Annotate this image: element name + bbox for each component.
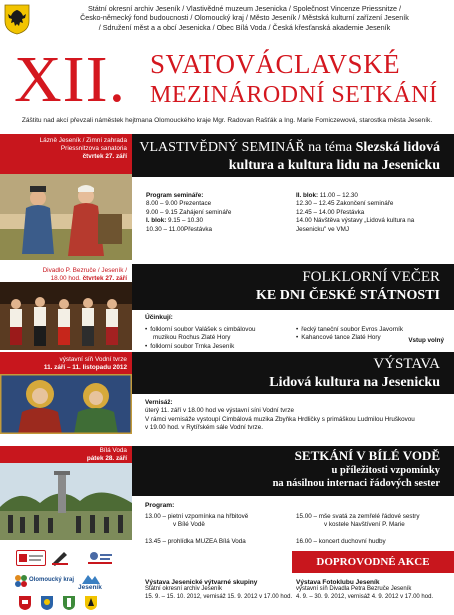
- bila-voda-banner-line-3: na násilnou internaci řádových sester: [272, 478, 440, 489]
- edition-number: XII.: [14, 43, 127, 116]
- performer-item: • Kahancové tance Zlaté Hory: [296, 334, 446, 342]
- olomoucky-kraj-icon: [14, 574, 28, 588]
- folk-time: 18.00 hod.: [50, 275, 81, 283]
- accompanying-events-banner: DOPROVODNÉ AKCE: [292, 551, 454, 573]
- coat-of-arms-logo-4: [84, 595, 98, 611]
- organizers-line-3: / Sdružení měst a a obcí Jesenicka / Obec Bílá Voda / Česká křesťanská akademie Jeseník: [98, 22, 391, 32]
- header: [0, 0, 454, 44]
- bila-voda-program-left: [145, 513, 293, 546]
- block-1-time: 9.15 – 10.30: [166, 217, 204, 225]
- exhibition-date: 11. září – 11. listopadu 2012: [43, 364, 127, 372]
- olomoucky-kraj-logo: [14, 574, 75, 588]
- exhibition-art-group: [145, 579, 293, 601]
- vernissage-info: [145, 399, 445, 433]
- bila-voda-venue-box: [0, 446, 132, 463]
- program-item: 12.45 – 14.00 Přestávka: [296, 208, 365, 216]
- seminar-banner-title: VLASTIVĚDNÝ SEMINÁŘ: [139, 140, 305, 155]
- exhibition-banner-title: VÝSTAVA: [373, 356, 440, 372]
- vernissage-heading: Vernisáž:: [145, 399, 173, 406]
- bila-voda-banner: [132, 446, 454, 496]
- seminar-venue-line-1: Lázně Jeseník / Zimní zahrada: [39, 137, 127, 144]
- performer-item: • folklorní soubor Valášek s cimbálovou: [145, 326, 295, 334]
- exhibition-photo-club-venue: výstavní síň Divadla Petra Bezruče Jeseník: [296, 586, 412, 593]
- program-item: 10.30 – 11.00Přestávka: [146, 225, 213, 233]
- section-bila-voda: [0, 446, 454, 545]
- exhibition-venue: výstavní síň Vodní tvrze: [59, 356, 127, 363]
- seminar-program-heading: Program semináře:: [146, 192, 204, 199]
- exhibition-banner: [132, 352, 454, 394]
- exhibition-art-group-venue: Státní okresní archiv Jeseník: [145, 586, 223, 593]
- seminar-banner-topic-1: Slezská lidová: [355, 140, 440, 155]
- folk-banner-subtitle: KE DNI ČESKÉ STÁTNOSTI: [255, 288, 440, 303]
- bila-voda-program-right: [296, 513, 446, 546]
- program-item: 15.00 – mše svatá za zemřelé řádové sestry: [296, 513, 420, 520]
- bila-voda-date: pátek 28. září: [86, 455, 127, 463]
- sponsor-logo-pen: [50, 550, 70, 566]
- block-1-label: I. blok:: [146, 217, 167, 225]
- program-item: 16.00 – koncert duchovní hudby: [296, 537, 386, 545]
- exhibition-banner-subtitle: Lidová kultura na Jesenicku: [269, 375, 440, 390]
- entry-free: Vstup volný: [408, 337, 444, 344]
- exhibition-photo-club-dates: 4. 9. – 30. 9. 2012, vernisáž 4. 9. 2012 v 17.00 hod.: [296, 593, 434, 600]
- block-2-time: 11.00 – 12.30: [318, 192, 358, 199]
- seminar-banner-connector: na téma: [304, 140, 356, 155]
- exhibition-venue-box: [0, 352, 132, 374]
- program-item: 13.00 – pietní vzpomínka na hřbitově: [145, 513, 249, 520]
- sponsor-logo-pilgrim: [86, 550, 114, 568]
- exhibition-art-group-dates: 15. 9. – 15. 10. 2012, vernisáž 15. 9. 2012 v 17.00 hod.: [145, 593, 293, 600]
- exhibition-photo-club: [296, 579, 452, 601]
- performer-item: • řecký taneční soubor Evros Javorník: [296, 326, 446, 334]
- block-2-label: II. blok:: [296, 192, 319, 199]
- bila-voda-banner-line-2: u příležitosti vzpomínky: [331, 465, 440, 476]
- program-item: 9.00 – 9.15 Zahájení semináře: [146, 208, 232, 216]
- program-item: 14.00 Návštěva výstavy „Lidová kultura na: [296, 217, 415, 225]
- seminar-program-left: [146, 192, 296, 234]
- sponsor-logos: [0, 548, 132, 615]
- seminar-banner-topic-2: kultura a kultura lidu na Jesenicku: [228, 158, 440, 173]
- eagle-coat-of-arms-icon: [3, 3, 31, 35]
- jesenik-label: Jeseník: [78, 584, 102, 591]
- seminar-program-right: [296, 192, 446, 234]
- vernissage-line: úterý 11. září v 18.00 hod ve výstavní síni Vodní tvrze: [145, 407, 294, 415]
- event-title: [0, 43, 454, 116]
- vernissage-line: V rámci vernisáže vystoupí Cimbálová muzika Zbyňka Hrdličky s primáškou Ludmilou Hruškovou: [145, 415, 415, 423]
- folk-venue-box: [0, 264, 132, 282]
- seminar-banner: [132, 134, 454, 177]
- performer-item: • folklorní soubor Trnka Jeseník: [145, 343, 295, 351]
- organizers-line-2: Česko-německý fond budoucnosti / Olomoucký kraj / Město Jeseník / Městská kulturní zařízení Jeseník: [80, 13, 409, 23]
- folk-photo: [0, 282, 132, 350]
- program-item-cont: v Bílé Vodě: [173, 521, 205, 529]
- seminar-venue-box: [0, 134, 132, 174]
- jesenik-mountains-icon: [82, 572, 100, 584]
- section-exhibition: [0, 352, 454, 434]
- performer-item-cont: muzikou Rochus Zlaté Hory: [153, 334, 231, 342]
- jesenik-logo: [74, 572, 114, 592]
- performers-heading: Účinkují:: [145, 314, 173, 321]
- exhibition-photo-club-title: Výstava Fotoklubu Jeseník: [296, 579, 380, 586]
- coat-of-arms-logo-1: [18, 595, 32, 611]
- seminar-venue-line-2: Priessnitzova sanatoria: [60, 145, 127, 153]
- section-seminar: [0, 134, 454, 260]
- program-item: 13.45 – prohlídka MUZEA Bílá Voda: [145, 537, 246, 545]
- folk-banner-title: FOLKLORNÍ VEČER: [302, 269, 440, 285]
- footer: [0, 548, 454, 615]
- bila-voda-photo: [0, 463, 132, 540]
- title-line-2: MEZINÁRODNÍ SETKÁNÍ: [150, 82, 438, 108]
- folk-venue: Divadlo P. Bezruče / Jeseník /: [42, 267, 127, 274]
- exhibition-art-group-title: Výstava Jesenické výtvarné skupiny: [145, 579, 258, 586]
- section-folk-evening: [0, 264, 454, 350]
- coat-of-arms-logo-2: [40, 595, 54, 611]
- bila-voda-banner-title: SETKÁNÍ V BÍLÉ VODĚ: [294, 448, 440, 463]
- vernissage-line: v 19.00 hod. v Rytířském sále Vodní tvrze.: [145, 424, 263, 432]
- olomoucky-kraj-label: Olomoucký kraj: [29, 577, 75, 583]
- patronage-text: Záštitu nad akcí převzali náměstek hejtmana Olomouckého kraje Mgr. Radovan Rašťák a Ing. Marie Fomiczewová, starostka města Jeseník.: [21, 117, 433, 124]
- performers-left: [145, 326, 295, 351]
- program-item: 12.30 – 12.45 Zakončení semináře: [296, 200, 394, 208]
- coat-of-arms-logo-3: [62, 595, 76, 611]
- folk-date: čtvrtek 27. září: [82, 275, 127, 283]
- sponsor-logo-fund: [16, 550, 46, 566]
- program-item-cont: v kostele Navštívení P. Marie: [324, 521, 405, 529]
- seminar-date: čtvrtek 27. září: [82, 153, 127, 161]
- bila-voda-program-heading: Program:: [145, 502, 175, 509]
- folk-banner: [132, 264, 454, 310]
- title-line-1: SVATOVÁCLAVSKÉ: [150, 49, 401, 79]
- organizers-line-1: Státní okresní archiv Jeseník / Vlastivědné muzeum Jesenicka / Společnost Vincenze Priessnitze /: [87, 4, 402, 13]
- seminar-photo: [0, 174, 132, 260]
- program-item: Jesenicku" ve VMJ: [296, 225, 349, 233]
- bila-voda-venue: Bílá Voda: [99, 447, 127, 454]
- organizers-list: [42, 4, 447, 32]
- exhibition-photo: [0, 374, 132, 434]
- program-item: 8.00 – 9.00 Prezentace: [146, 200, 212, 208]
